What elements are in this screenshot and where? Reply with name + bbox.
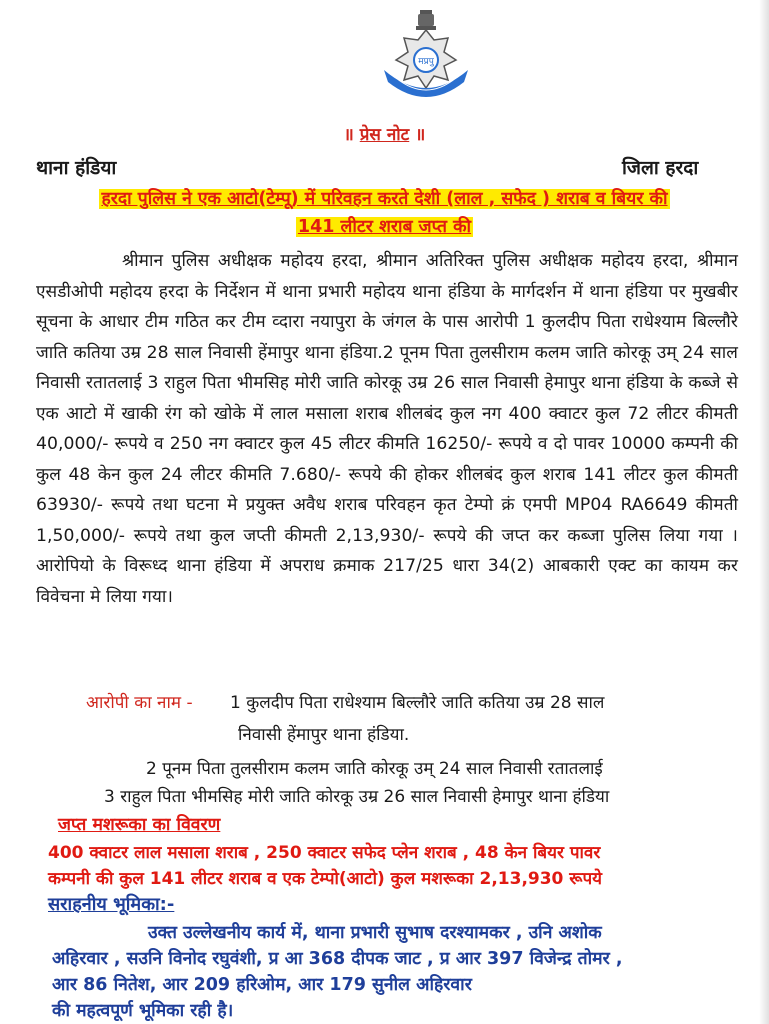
- police-station: थाना हंडिया: [36, 157, 117, 179]
- page-edge-shadow: [759, 0, 769, 1024]
- headline-line-1: हरदा पुलिस ने एक आटो(टेम्पू) में परिवहन करते देशी (लाल , सफेद ) शराब व बियर की: [101, 189, 668, 209]
- role-line-2: अहिरवार , सउनि विनोद रघुवंशी, प्र आ 368 दीपक जाट , प्र आर 397 विजेन्द्र तोमर ,: [52, 949, 623, 969]
- headline-line-2-wrap: [20, 214, 749, 238]
- accused-3: 3 राहुल पिता भीमसिह मोरी जाति कोरकू उम्र 26 साल निवासी हेमापुर थाना हंडिया: [104, 787, 610, 807]
- press-note-bars-left: ॥: [343, 125, 354, 145]
- accused-label: आरोपी का नाम -: [86, 693, 193, 713]
- seized-line-2: कम्पनी की कुल 141 लीटर शराब व एक टेम्पो(आटो) कुल मशरूका 2,13,930 रूपये: [48, 869, 603, 889]
- body-paragraph: श्रीमान पुलिस अधीक्षक महोदय हरदा, श्रीमान अतिरिक्त पुलिस अधीक्षक महोदय हरदा, श्रीमान एसडीओपी महोदय हरदा के निर्देशन में थाना प्रभारी महोदय थाना हंडिया के मार्गदर्शन में थाना हंडिया पर मुखबीर सूचना के आधार टीम गठित कर टीम व्दारा नयापुरा के जंगल के पास आरोपी 1 कुलदीप पिता राधेश्याम बिल्लौरे जाति कतिया उम्र 28 साल निवासी हेंमापुर थाना हंडिया.2 पूनम पिता तुलसीराम कलम जाति कोरकू उम् 24 साल निवासी रतातलाई 3 राहुल पिता भीमसिह मोरी जाति कोरकू उम्र 26 साल निवासी हेमापुर थाना हंडिया के कब्जे से एक आटो में खाकी रंग को खोके में लाल मसाला शराब शीलबंद कुल नग 400 क्वाटर कुल 72 लीटर कीमती 40,000/- रूपये व 250 नग क्वाटर कुल 45 लीटर कीमति 16250/- रूपये व दो पावर 10000 कम्पनी की कुल 48 केन कुल 24 लीटर कीमति 7.680/- रूपये की होकर शीलबंद कुल शराब 141 लीटर कुल कीमती 63930/- रूपये तथा घटना मे प्रयुक्त अवैध शराब परिवहन कृत टेम्पो क्रं एमपी MP04 RA6649 कीमती 1,50,000/- रूपये तथा कुल जप्ती कीमती 2,13,930/- रूपये की जप्त कर कब्जा पुलिस लिया गया । आरोपियो के विरूध्द थाना हंडिया में अपराध क्रमाक 217/25 धारा 34(2) आबकारी एक्ट का कायम कर विवेचना मे लिया गया।: [36, 251, 738, 607]
- press-note-bars-right: ॥: [415, 125, 426, 145]
- press-note-label: प्रेस नोट: [359, 125, 410, 145]
- headline-line-2: 141 लीटर शराब जप्त की: [297, 217, 472, 237]
- role-line-4: की महत्वपूर्ण भूमिका रही है।: [52, 1001, 234, 1021]
- role-line-3: आर 86 नितेश, आर 209 हरिओम, आर 179 सुनील अहिरवार: [52, 975, 472, 995]
- seized-line-1: 400 क्वाटर लाल मसाला शराब , 250 क्वाटर सफेद प्लेन शराब , 48 केन बियर पावर: [48, 843, 601, 863]
- role-heading: सराहनीय भूमिका:-: [48, 894, 175, 915]
- police-emblem-icon: [376, 8, 476, 106]
- seized-heading: जप्त मशरूका का विवरण: [58, 815, 221, 835]
- headline-line-1-wrap: [20, 186, 749, 210]
- emblem-text: मप्रपु: [418, 57, 434, 67]
- press-note-heading: [0, 122, 769, 145]
- accused-1-line-a: 1 कुलदीप पिता राधेश्याम बिल्लौरे जाति कतिया उम्र 28 साल: [230, 693, 605, 713]
- accused-1-line-b: निवासी हेंमापुर थाना हंडिया.: [238, 725, 410, 745]
- district: जिला हरदा: [622, 157, 699, 179]
- role-line-1: उक्त उल्लेखनीय कार्य में, थाना प्रभारी सुभाष दरश्यामकर , उनि अशोक: [148, 923, 602, 943]
- accused-2: 2 पूनम पिता तुलसीराम कलम जाति कोरकू उम् 24 साल निवासी रतातलाई: [146, 759, 603, 779]
